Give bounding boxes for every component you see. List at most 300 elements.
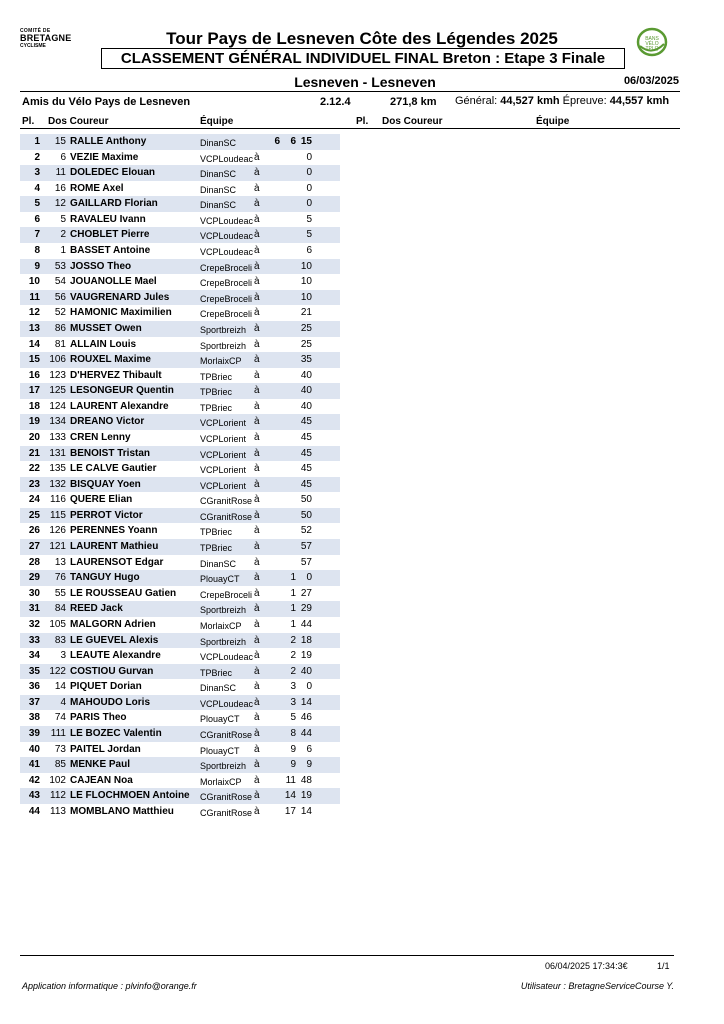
- time-seconds: 45: [300, 463, 312, 475]
- team-name: DinanSC: [200, 138, 237, 148]
- application-credit: Application informatique : plvinfo@orange.fr: [22, 981, 197, 991]
- gap-prefix: à: [254, 400, 260, 412]
- time-seconds: 14: [300, 696, 312, 708]
- team-name: CrepeBroceli: [200, 293, 253, 304]
- gap-prefix: à: [254, 167, 260, 179]
- rank: 29: [28, 572, 40, 584]
- rank: 26: [28, 525, 40, 537]
- gap-prefix: à: [254, 805, 260, 817]
- team-name: MorlaixCP: [200, 620, 242, 631]
- gap-prefix: à: [254, 385, 260, 397]
- rank: 2: [34, 151, 40, 163]
- table-row: [20, 804, 340, 820]
- svg-text:BANS: BANS: [645, 36, 659, 42]
- team-name: PlouayCT: [200, 745, 240, 756]
- rider-name: MENKE Paul: [70, 759, 131, 771]
- team-name: PlouayCT: [200, 714, 240, 725]
- rider-name: VAUGRENARD Jules: [70, 291, 170, 303]
- table-row: [20, 165, 340, 181]
- time-seconds: 45: [300, 416, 312, 428]
- rank: 14: [28, 338, 40, 350]
- page-number: 1/1: [657, 961, 670, 971]
- rider-name: DREANO Victor: [70, 416, 145, 428]
- gap-prefix: à: [254, 198, 260, 210]
- time-seconds: 46: [300, 712, 312, 724]
- rank: 32: [28, 618, 40, 630]
- rider-name: GAILLARD Florian: [70, 198, 158, 210]
- rank: 22: [28, 463, 40, 475]
- rank: 44: [28, 805, 40, 817]
- table-row: [20, 523, 340, 539]
- table-row: [20, 414, 340, 430]
- rider-name: RAVALEU Ivann: [70, 213, 146, 225]
- gap-prefix: à: [254, 525, 260, 537]
- table-row: [20, 352, 340, 368]
- rider-name: CHOBLET Pierre: [70, 229, 150, 241]
- table-row: [20, 586, 340, 602]
- rank: 17: [28, 385, 40, 397]
- team-name: TPBriec: [200, 402, 233, 413]
- table-row: [20, 633, 340, 649]
- team-name: CGranitRose: [200, 496, 253, 507]
- gap-prefix: à: [254, 541, 260, 553]
- rider-name: QUERE Elian: [70, 494, 133, 506]
- rider-name: PAITEL Jordan: [70, 743, 141, 755]
- time-seconds: 40: [300, 369, 312, 381]
- rank: 33: [28, 634, 40, 646]
- team-name: TPBriec: [200, 371, 233, 382]
- rank: 21: [28, 447, 40, 459]
- table-row: [20, 555, 340, 571]
- bib-number: 52: [54, 307, 66, 319]
- table-row: [20, 134, 340, 150]
- rider-name: MAHOUDO Loris: [70, 696, 150, 708]
- time-seconds: 40: [300, 400, 312, 412]
- rank: 4: [34, 182, 40, 194]
- time-seconds: 0: [306, 167, 312, 179]
- time-seconds: 25: [300, 338, 312, 350]
- footer-rule: [20, 955, 674, 956]
- rider-name: JOUANOLLE Mael: [70, 276, 157, 288]
- average-speeds: Général: 44,527 kmh Épreuve: 44,557 kmh: [455, 95, 670, 107]
- rider-name: LE GUEVEL Alexis: [70, 634, 159, 646]
- team-name: VCPLoudeac: [200, 215, 254, 226]
- time-seconds: 9: [306, 759, 312, 771]
- bib-number: 85: [54, 759, 66, 771]
- rider-name: PIQUET Dorian: [70, 681, 142, 693]
- time-minutes: 3: [290, 696, 296, 708]
- table-row: [20, 305, 340, 321]
- table-row: [20, 757, 340, 773]
- table-row: [20, 492, 340, 508]
- bib-number: 13: [54, 556, 66, 568]
- table-row: [20, 368, 340, 384]
- gap-prefix: à: [254, 245, 260, 257]
- rank: 6: [34, 213, 40, 225]
- rider-name: PERROT Victor: [70, 509, 143, 521]
- time-seconds: 21: [300, 307, 312, 319]
- table-row: [20, 570, 340, 586]
- table-row: [20, 617, 340, 633]
- rank: 27: [28, 541, 40, 553]
- rank: 38: [28, 712, 40, 724]
- gap-prefix: à: [254, 618, 260, 630]
- rank: 8: [34, 245, 40, 257]
- rank: 42: [28, 774, 40, 786]
- bib-number: 123: [49, 369, 66, 381]
- table-row: [20, 337, 340, 353]
- bib-number: 125: [49, 385, 66, 397]
- time-minutes: 14: [284, 790, 296, 802]
- gap-prefix: à: [254, 431, 260, 443]
- table-row: [20, 243, 340, 259]
- time-seconds: 0: [306, 681, 312, 693]
- team-name: MorlaixCP: [200, 776, 242, 787]
- time-seconds: 0: [306, 182, 312, 194]
- rider-name: LAURENSOT Edgar: [70, 556, 164, 568]
- bib-number: 115: [50, 509, 66, 521]
- rank: 20: [28, 431, 40, 443]
- time-seconds: 44: [300, 618, 312, 630]
- bib-number: 3: [60, 650, 66, 662]
- rider-name: LAURENT Alexandre: [70, 400, 169, 412]
- time-minutes: 1: [290, 618, 296, 630]
- team-name: CrepeBroceli: [200, 262, 253, 273]
- rider-name: CAJEAN Noa: [70, 774, 133, 786]
- table-row: [20, 290, 340, 306]
- gap-prefix: à: [254, 369, 260, 381]
- team-name: VCPLorient: [200, 449, 247, 460]
- bib-number: 55: [54, 587, 66, 599]
- time-seconds: 10: [300, 276, 312, 288]
- rank: 25: [28, 509, 40, 521]
- rank: 16: [28, 369, 40, 381]
- gap-prefix: à: [254, 743, 260, 755]
- rank: 24: [28, 494, 40, 506]
- table-row: [20, 508, 340, 524]
- bib-number: 56: [54, 291, 66, 303]
- table-row: [20, 726, 340, 742]
- time-minutes: 6: [290, 136, 296, 147]
- header-rule: [20, 91, 680, 92]
- rider-name: DOLEDEC Elouan: [70, 167, 156, 179]
- time-minutes: 9: [290, 743, 296, 755]
- table-row: [20, 430, 340, 446]
- rider-name: PERENNES Yoann: [70, 525, 158, 537]
- gap-prefix: à: [254, 338, 260, 350]
- bib-number: 84: [54, 603, 66, 615]
- user-credit: Utilisateur : BretagneServiceCourse Y.: [520, 981, 674, 991]
- rank: 34: [28, 650, 40, 662]
- table-row: [20, 679, 340, 695]
- time-seconds: 57: [300, 541, 312, 553]
- bib-number: 16: [54, 182, 66, 194]
- rank: 35: [28, 665, 40, 677]
- col-header-equipe-2: Équipe: [536, 116, 570, 127]
- tplq-logo: [636, 26, 668, 58]
- rank: 12: [28, 307, 40, 319]
- time-seconds: 48: [300, 774, 312, 786]
- team-name: DinanSC: [200, 169, 237, 180]
- team-name: DinanSC: [200, 184, 237, 195]
- time-seconds: 19: [300, 790, 312, 802]
- gap-prefix: à: [254, 712, 260, 724]
- rank: 15: [28, 354, 40, 366]
- team-name: CrepeBroceli: [200, 309, 253, 320]
- time-seconds: 25: [300, 322, 312, 334]
- time-seconds: 14: [300, 805, 312, 817]
- rider-name: REED Jack: [70, 603, 123, 615]
- time-seconds: 6: [306, 743, 312, 755]
- bib-number: 73: [54, 743, 66, 755]
- bib-number: 122: [49, 665, 66, 677]
- table-row: [20, 601, 340, 617]
- page-title: Tour Pays de Lesneven Côte des Légendes 2025: [166, 29, 558, 48]
- rider-name: MUSSET Owen: [70, 322, 142, 334]
- team-name: DinanSC: [200, 200, 237, 211]
- classification-table: [20, 134, 340, 819]
- gap-prefix: à: [254, 416, 260, 428]
- team-name: VCPLorient: [200, 418, 247, 429]
- bib-number: 105: [49, 618, 66, 630]
- bib-number: 124: [49, 400, 66, 412]
- bib-number: 102: [49, 774, 66, 786]
- gap-prefix: à: [254, 447, 260, 459]
- table-row: [20, 539, 340, 555]
- bib-number: 106: [49, 354, 66, 366]
- gap-prefix: à: [254, 759, 260, 771]
- table-row: [20, 227, 340, 243]
- rider-name: PARIS Theo: [70, 712, 127, 724]
- time-seconds: 45: [300, 478, 312, 490]
- time-seconds: 15: [300, 136, 312, 147]
- gap-prefix: à: [254, 151, 260, 163]
- team-name: DinanSC: [200, 683, 237, 694]
- team-name: TPBriec: [200, 667, 233, 678]
- time-seconds: 5: [306, 213, 312, 225]
- rider-name: LE ROUSSEAU Gatien: [70, 587, 177, 599]
- table-row: [20, 150, 340, 166]
- gap-prefix: à: [254, 603, 260, 615]
- gap-prefix: à: [254, 665, 260, 677]
- race-code: 2.12.4: [320, 96, 351, 108]
- time-seconds: 45: [300, 431, 312, 443]
- rank: 10: [28, 276, 40, 288]
- distance: 271,8 km: [390, 96, 437, 108]
- gap-prefix: à: [254, 634, 260, 646]
- bib-number: 12: [54, 198, 66, 210]
- team-name: TPBriec: [200, 543, 233, 554]
- gap-prefix: à: [254, 213, 260, 225]
- stage-name: Lesneven - Lesneven: [294, 74, 436, 90]
- bib-number: 81: [54, 338, 66, 350]
- gap-prefix: à: [254, 587, 260, 599]
- rider-name: LE BOZEC Valentin: [70, 727, 162, 739]
- race-date: 06/03/2025: [623, 75, 679, 87]
- time-seconds: 0: [306, 198, 312, 210]
- team-name: Sportbreizh: [200, 761, 247, 772]
- col-header-dos-coureur: Dos Coureur: [48, 116, 109, 127]
- table-row: [20, 788, 340, 804]
- team-name: DinanSC: [200, 558, 237, 569]
- rider-name: MALGORN Adrien: [70, 618, 156, 630]
- rider-name: MOMBLANO Matthieu: [70, 805, 174, 817]
- organizer: Amis du Vélo Pays de Lesneven: [22, 96, 191, 108]
- team-name: CGranitRose: [200, 729, 253, 740]
- rider-name: D'HERVEZ Thibault: [70, 369, 162, 381]
- table-row: [20, 710, 340, 726]
- gap-prefix: à: [254, 307, 260, 319]
- gap-prefix: à: [254, 790, 260, 802]
- table-row: [20, 773, 340, 789]
- time-minutes: 1: [290, 603, 296, 615]
- col-header-pl-2: Pl.: [356, 116, 369, 127]
- time-seconds: 27: [300, 587, 312, 599]
- table-row: [20, 648, 340, 664]
- time-minutes: 9: [290, 759, 296, 771]
- bib-number: 6: [60, 151, 66, 163]
- bib-number: 5: [60, 213, 66, 225]
- table-row: [20, 274, 340, 290]
- rank: 19: [28, 416, 40, 428]
- rank: 30: [28, 587, 40, 599]
- col-header-equipe: Équipe: [200, 116, 234, 127]
- rider-name: BASSET Antoine: [70, 245, 151, 257]
- gap-prefix: à: [254, 572, 260, 584]
- rider-name: CREN Lenny: [70, 431, 131, 443]
- rider-name: RALLE Anthony: [70, 136, 147, 147]
- team-name: TPBriec: [200, 387, 233, 398]
- gap-prefix: à: [254, 696, 260, 708]
- team-name: CGranitRose: [200, 792, 253, 803]
- rank: 41: [28, 759, 40, 771]
- table-row: [20, 212, 340, 228]
- gap-prefix: à: [254, 727, 260, 739]
- time-seconds: 52: [300, 525, 312, 537]
- bib-number: 132: [49, 478, 66, 490]
- rank: 36: [28, 681, 40, 693]
- bib-number: 112: [50, 790, 66, 802]
- bib-number: 134: [49, 416, 66, 428]
- bib-number: 76: [54, 572, 66, 584]
- table-row: [20, 446, 340, 462]
- time-seconds: 40: [300, 385, 312, 397]
- gap-prefix: à: [254, 509, 260, 521]
- column-header-rule: [20, 128, 680, 129]
- time-seconds: 18: [300, 634, 312, 646]
- print-timestamp: 06/04/2025 17:34:3€: [545, 961, 628, 971]
- rank: 40: [28, 743, 40, 755]
- rider-name: ROME Axel: [70, 182, 124, 194]
- bib-number: 126: [49, 525, 66, 537]
- bib-number: 113: [50, 805, 66, 817]
- team-name: VCPLoudeac: [200, 231, 254, 242]
- rider-name: BENOIST Tristan: [70, 447, 151, 459]
- time-minutes: 2: [290, 634, 296, 646]
- rank: 18: [28, 400, 40, 412]
- team-name: VCPLoudeac: [200, 652, 254, 663]
- bib-number: 11: [55, 167, 66, 179]
- team-name: VCPLoudeac: [200, 698, 254, 709]
- table-row: [20, 695, 340, 711]
- gap-prefix: à: [254, 681, 260, 693]
- rider-name: JOSSO Theo: [70, 260, 132, 272]
- bib-number: 1: [60, 245, 66, 257]
- table-row: [20, 321, 340, 337]
- gap-prefix: à: [254, 229, 260, 241]
- team-name: PlouayCT: [200, 574, 240, 585]
- team-name: TPBriec: [200, 527, 233, 538]
- rank: 28: [28, 556, 40, 568]
- table-row: [20, 461, 340, 477]
- table-row: [20, 259, 340, 275]
- rider-name: TANGUY Hugo: [70, 572, 140, 584]
- time-seconds: 35: [300, 354, 312, 366]
- rank: 23: [28, 478, 40, 490]
- time-seconds: 6: [306, 245, 312, 257]
- table-row: [20, 399, 340, 415]
- col-header-dos-coureur-2: Dos Coureur: [382, 116, 443, 127]
- time-seconds: 40: [300, 665, 312, 677]
- rank: 7: [34, 229, 40, 241]
- rank: 43: [28, 790, 40, 802]
- time-seconds: 0: [306, 572, 312, 584]
- team-name: VCPLorient: [200, 465, 247, 476]
- rank: 5: [34, 198, 40, 210]
- bib-number: 15: [54, 136, 66, 147]
- gap-prefix: à: [254, 494, 260, 506]
- rider-name: LESONGEUR Quentin: [70, 385, 174, 397]
- team-name: Sportbreizh: [200, 340, 247, 351]
- gap-prefix: à: [254, 260, 260, 272]
- time-seconds: 0: [306, 151, 312, 163]
- rider-name: VEZIE Maxime: [70, 151, 139, 163]
- team-name: VCPLoudeac: [200, 247, 254, 258]
- bib-number: 131: [49, 447, 66, 459]
- rider-name: LE CALVE Gautier: [70, 463, 157, 475]
- bib-number: 116: [50, 494, 66, 506]
- rank: 13: [28, 322, 40, 334]
- time-seconds: 45: [300, 447, 312, 459]
- gap-prefix: à: [254, 354, 260, 366]
- rider-name: LE FLOCHMOEN Antoine: [70, 790, 190, 802]
- team-name: CrepeBroceli: [200, 278, 253, 289]
- time-minutes: 3: [290, 681, 296, 693]
- time-minutes: 1: [290, 587, 296, 599]
- team-name: Sportbreizh: [200, 324, 247, 335]
- time-minutes: 17: [284, 805, 296, 817]
- table-row: [20, 383, 340, 399]
- bib-number: 14: [54, 681, 66, 693]
- bib-number: 53: [54, 260, 66, 272]
- time-seconds: 10: [300, 260, 312, 272]
- table-row: [20, 742, 340, 758]
- team-name: Sportbreizh: [200, 605, 247, 616]
- bib-number: 74: [54, 712, 66, 724]
- time-seconds: 50: [300, 509, 312, 521]
- time-seconds: 50: [300, 494, 312, 506]
- rider-name: LAURENT Mathieu: [70, 541, 159, 553]
- rider-name: BISQUAY Yoen: [70, 478, 141, 490]
- team-name: VCPLorient: [200, 433, 247, 444]
- time-seconds: 57: [300, 556, 312, 568]
- gap-prefix: à: [254, 478, 260, 490]
- time-minutes: 8: [290, 727, 296, 739]
- gap-prefix: à: [254, 291, 260, 303]
- table-row: [20, 196, 340, 212]
- team-name: CGranitRose: [200, 511, 253, 522]
- time-minutes: 5: [290, 712, 296, 724]
